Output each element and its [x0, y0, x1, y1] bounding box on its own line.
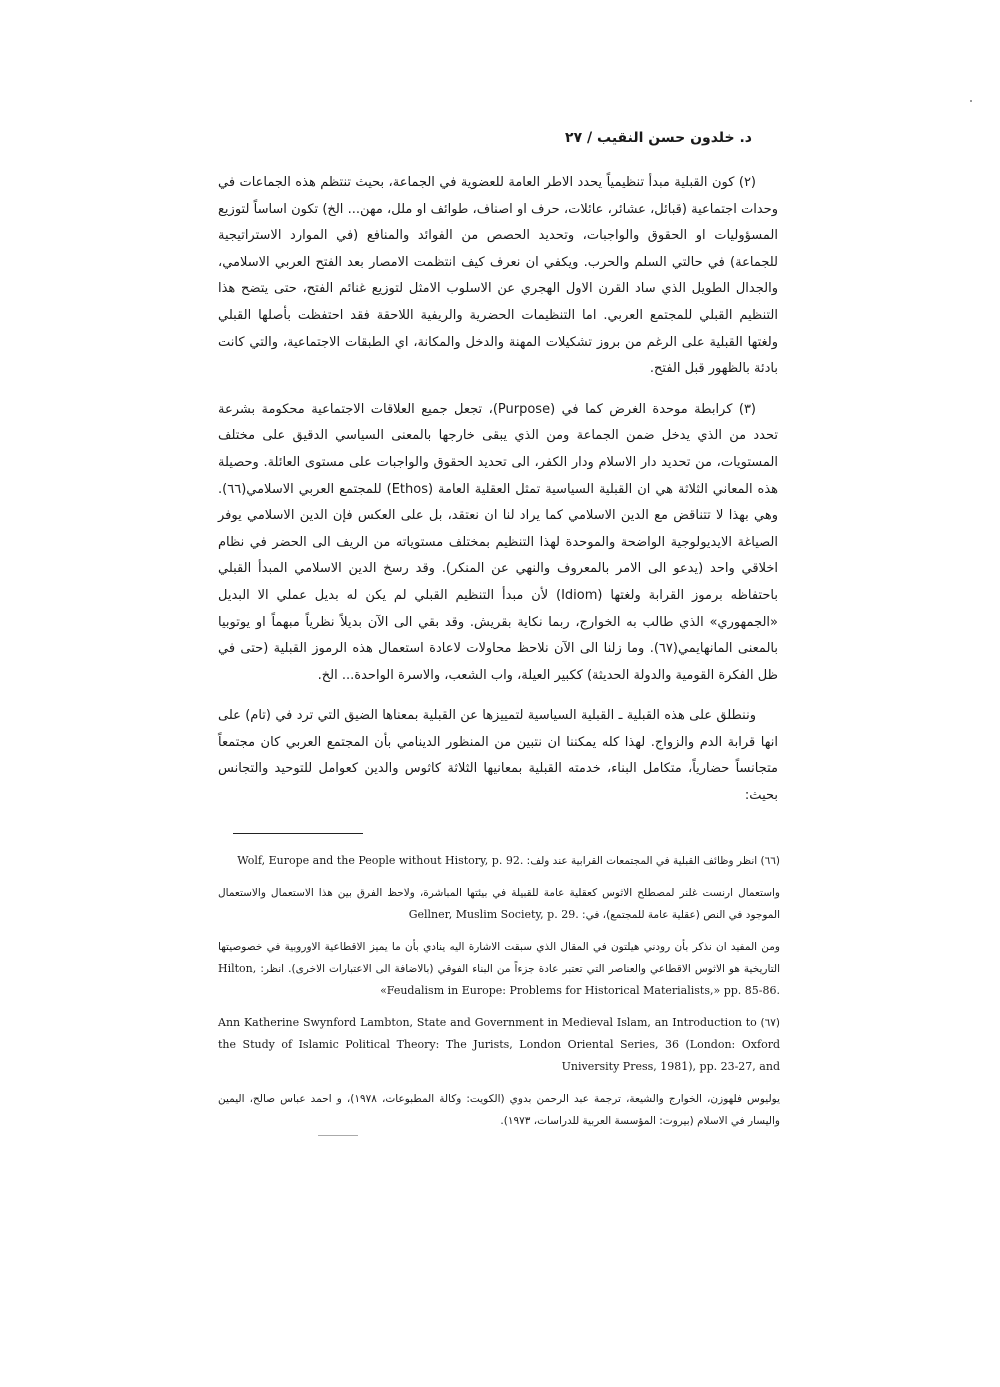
footnote-separator: [233, 833, 363, 834]
paragraph-conclusion: وننطلق على هذه القبلية ـ القبلية السياسية لتمييزها عن القبلية بمعناها الضيق التي ترد في (تام) على انها قرابة الدم والزواج. لهذا كله يمكننا ان نتبين من المنظور الدينامي بأن المجتمع العربي كان مجتمعاً متجانساً حضارياً، متكامل البناء، خدمته القبلية بمعانيها الثلاثة كاثوس والدين كعوامل للتوحيد والتجانس بحيث:: [218, 708, 778, 804]
body-text: [218, 170, 778, 824]
footnote-66-more-citation: Hilton, «Feudalism in Europe: Problems for Historical Materialists,» pp. 85-86.: [218, 962, 780, 997]
footnote-66-more: [218, 936, 780, 1002]
paragraph-3: (٣) كرابطة موحدة الغرض كما في (Purpose)، تجعل جميع العلاقات الاجتماعية محكومة بشرعة تحدد من الذي يدخل ضمن الجماعة ومن الذي يبقى خارجها بالمعنى السياسي الدقيق على مختلف المستويات، من تحديد دار الاسلام ودار الكفر، الى تحديد الحقوق والواجبات على مستوى العائلة. وحصيلة هذه المعاني الثلاثة هي ان القبلية السياسية تمثل العقلية العامة (Ethos) للمجتمع العربي الاسلامي(٦٦). وهي بهذا لا تتناقض مع الدين الاسلامي كما يراد لنا ان نعتقد، بل على العكس فإن الدين الاسلامي يوفر الصياغة الايديولوجية الواضحة والموحدة لهذا التنظيم بمختلف مستوياته من الريف الى الحضر في نظام اخلاقي واحد (يدعو الى الامر بالمعروف والنهي عن المنكر). وقد رسخ الدين الاسلامي المبدأ القبلي باحتفاظه برموز القرابة ولغتها (Idiom) لأن مبدأ التنظيم القبلي لم يكن له بديل عملي الا البديل «الجمهوري» الذي طالب به الخوارج، ربما نكاية بقريش. وقد بقي الى الآن بديلاً نظرياً مبهماً او يوتوبيا بالمعنى المانهايمي(٦٧). وما زلنا الى الآن نلاحظ محاولات لاعادة استعمال هذه الرموز القبلية (حتى في ظل الفكرة القومية والدولة الحديثة) ككبير العيلة، واب الشعب، والاسرة الواحدة... الخ.: [218, 401, 779, 683]
footnote-67-arabic: يوليوس فلهوزن، الخوارج والشيعة، ترجمة عبد الرحمن بدوي (الكويت: وكالة المطبوعات، ١٩٧٨)، و احمد عباس صالح، اليمين واليسار في الاسلام (بيروت: المؤسسة العربية للدراسات، ١٩٧٣).: [218, 1093, 780, 1127]
footnote-67-citation: Ann Katherine Swynford Lambton, State and Government in Medieval Islam, an Introduction to the Study of Islamic Political Theory: The Jurists, London Oriental Series, 36 (London: Oxford University Press, 1981), pp. 23-27, and: [218, 1016, 780, 1073]
footnotes: [218, 850, 780, 1142]
page-end-mark: [318, 1135, 358, 1136]
footnote-66-cont-citation: Gellner, Muslim Society, p. 29.: [408, 908, 579, 921]
footnote-67-number: (٦٧): [760, 1017, 780, 1029]
footnote-66-cont-arabic: واستعمال ارنست غلنر لمصطلح الاثوس كعقلية عامة للقبيلة في بيئتها المباشرة، ولاحظ الفرق بين هذا الاستعمال والاستعمال الموجود في النص (عقلية عامة للمجتمع)، في:: [218, 887, 780, 921]
footnote-67: [218, 1012, 780, 1078]
running-head: د. خلدون حسن النقيب / ٢٧: [565, 130, 752, 146]
footnote-66-more-arabic: ومن المفيد ان نذكر بأن رودني هيلتون في المقال الذي سبقت الاشارة اليه ينادي بأن ما يميز الاقطاعية الاوروبية في خصوصيتها التاريخية هو الاثوس الاقطاعي والعناصر التي تعتبر عادة جزءاً من البناء الفوقي (بالاضافة الى الاعتبارات الاخرى). انظر:: [218, 941, 780, 975]
footnote-66: [218, 850, 780, 872]
footnote-66-cont: [218, 882, 780, 926]
footnote-66-citation: Wolf, Europe and the People without History, p. 92.: [237, 854, 524, 867]
paragraph-2: (٢) كون القبلية مبدأ تنظيمياً يحدد الاطر العامة للعضوية في الجماعة، بحيث تنتظم هذه الجماعات في وحدات اجتماعية (قبائل، عشائر، عائلات، حرف او اصناف، طوائف او ملل، مهن... الخ) تكون اساساً لتوزيع المسؤوليات او الحقوق والواجبات، وتحديد الحصص من الفوائد والمنافع (في الموارد الاستراتيجية للجماعة) في حالتي السلم والحرب. ويكفي ان نعرف كيف انتظمت الامصار بعد الفتح العربي الاسلامي، والجدال الطويل الذي ساد القرن الاول الهجري عن الاسلوب الامثل لتوزيع غنائم الفتح، حتى يتضح هذا التنظيم القبلي للمجتمع العربي. اما التنظيمات الحضرية والريفية اللاحقة فقد احتفظت بأصلها القبلي ولغتها القبلية على الرغم من بروز تشكيلات المهنة والدخل والمكانة، اي الطبقات الاجتماعية، والتي كانت بادئة بالظهور قبل الفتح.: [218, 175, 778, 377]
footnote-66-arabic: (٦٦) انظر وظائف القبلية في المجتمعات القرابية عند ولف:: [526, 855, 780, 867]
scan-speck: [970, 100, 972, 102]
